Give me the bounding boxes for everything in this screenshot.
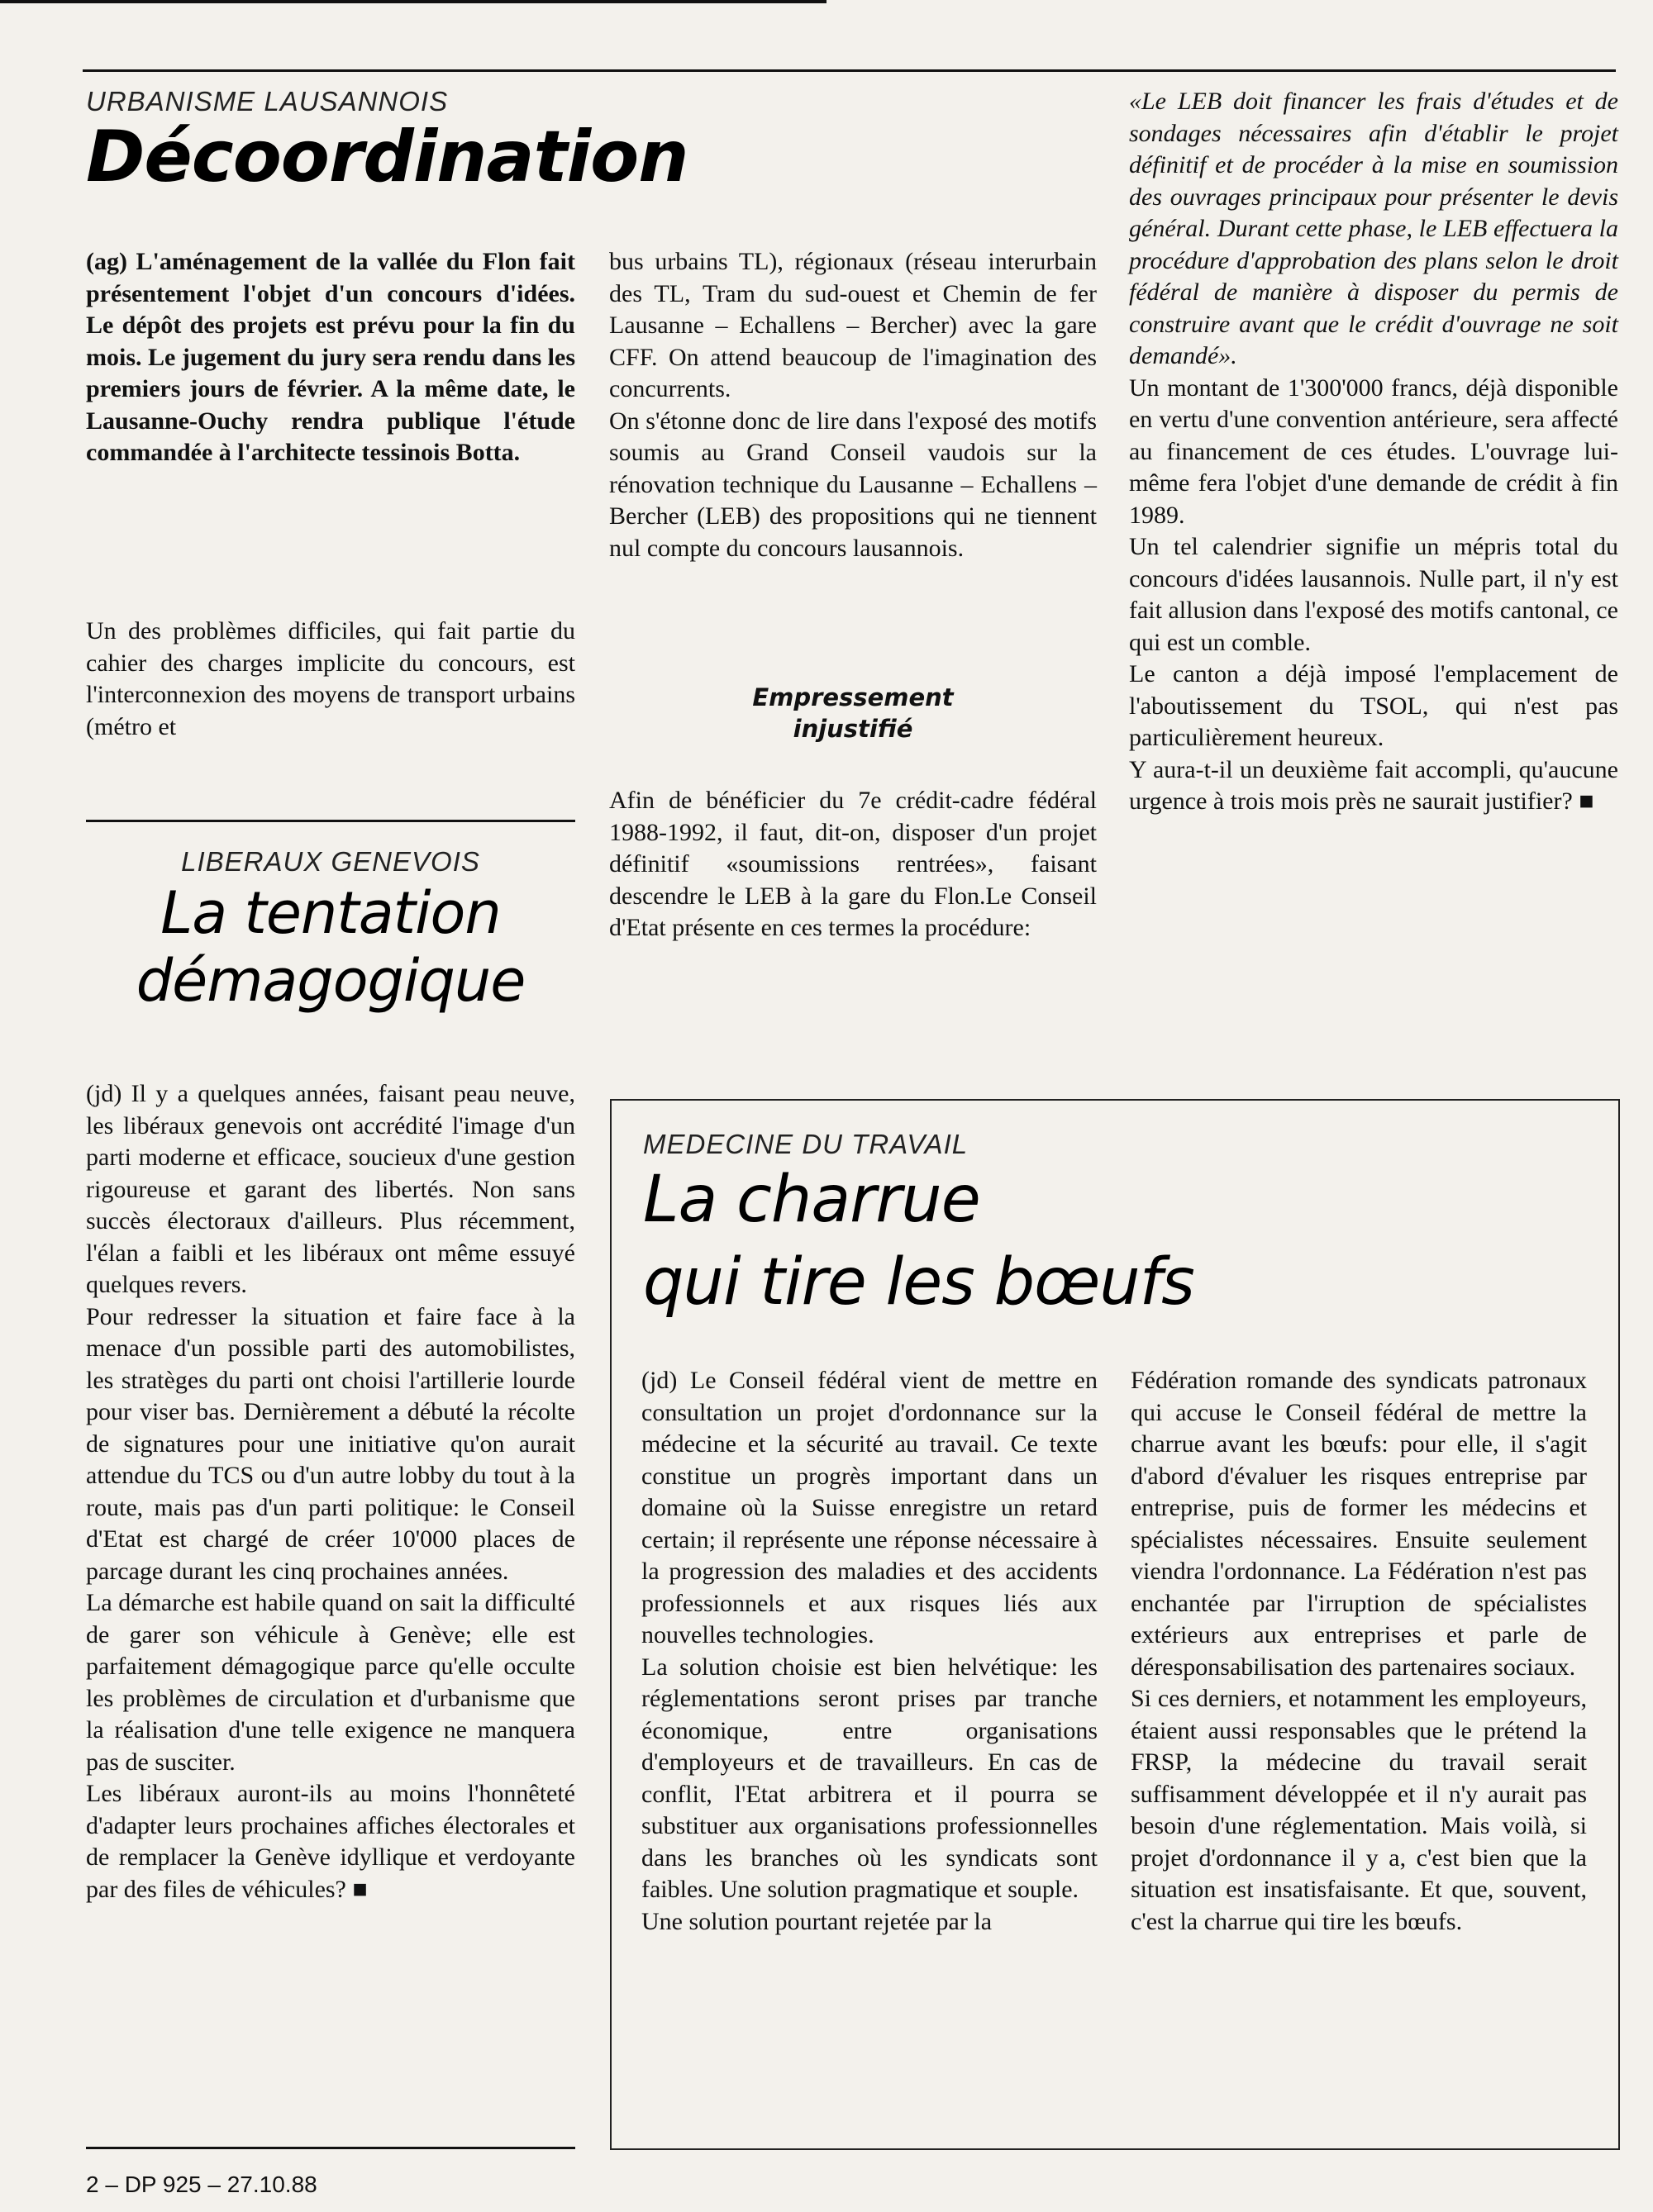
article1-lead [86, 246, 575, 469]
article3-col2 [1131, 1365, 1587, 1938]
article3-c1-p2: La solution choisie est bien helvétique: les réglementations seront prises par tranche économique, entre organisations d'employeurs et de travailleurs. En cas de conflit, l'Etat arbitrera et il pourra se substituer aux organisations professionnelles dans les branches où les syndicats sont faibles. Une solution pragmatique et souple. [641, 1653, 1098, 1903]
article3-headline [643, 1158, 1194, 1324]
article1-col3-p2: Un tel calendrier signifie un mépris total du concours d'idées lausannois. Nulle part, il n'y est fait allusion dans l'exposé des motifs cantonal, ce qui est un comble. [1129, 533, 1618, 656]
article1-col3-quote: «Le LEB doit financer les frais d'études et de sondages nécessaires afin d'établir le projet définitif et de procéder à la mise en soumission des ouvrages principaux pour présenter le devis général. Durant cette phase, le LEB effectuera la procédure d'approbation des plans selon le droit fédéral de manière à disposer du permis de construire avant que le crédit d'ouvrage ne soit demandé». [1129, 88, 1618, 369]
article3-c1-p1: (jd) Le Conseil fédéral vient de mettre en consultation un projet d'ordonnance sur la médecine et la sécurité au travail. Ce texte constitue un progrès important dans un domaine où la Suisse enregistre un retard certain; il représente une réponse nécessaire à la progression des maladies et des accidents professionnels et aux risques liés aux nouvelles technologies. [641, 1367, 1098, 1648]
article3-c2-p2: Si ces derniers, et notamment les employeurs, étaient aussi responsables que le prétend la FRSP, la médecine du travail serait suffisamment développée et il n'y aurait pas besoin d'une réglementation. Mais voilà, si projet d'ordonnance il y a, c'est bien que la situation est insatisfaisante. Et que, souvent, c'est la charrue qui tire les bœufs. [1131, 1685, 1587, 1935]
article1-col3-p1: Un montant de 1'300'000 francs, déjà disponible en vertu d'une convention antérieure, sera affecté au financement de ces études. L'ouvrage lui-même fera l'objet d'une demande de crédit à fin 1989. [1129, 373, 1618, 529]
article2-p1: (jd) Il y a quelques années, faisant peau neuve, les libéraux genevois ont accrédité l'image d'un parti moderne et efficace, soucieux d'une gestion rigoureuse et garant des libertés. Non sans succès électoraux d'ailleurs. Plus récemment, l'élan a faibli et les libéraux ont même essuyé quelques revers. [86, 1080, 575, 1298]
article1-col3-p3: Le canton a déjà imposé l'emplacement de l'aboutissement du TSOL, qui n'est pas particulièrement heureux. [1129, 660, 1618, 751]
article1-col1-p1: Un des problèmes difficiles, qui fait partie du cahier des charges implicite du concours, est l'interconnexion des moyens de transport urbains (métro et [86, 617, 575, 740]
article1-col1 [86, 616, 575, 743]
article1-lead-text: (ag) L'aménagement de la vallée du Flon fait présentement l'objet d'un concours d'idées. Le dépôt des projets est prévu pour la fin du mois. Le jugement du jury sera rendu dans les premiers jours de février. A la même date, le Lausanne-Ouchy rendra publique l'étude commandée à l'architecte tessinois Botta. [86, 248, 575, 466]
article1-subhead [609, 682, 1097, 744]
article1-col2-b [609, 785, 1097, 944]
article2-bottom-rule [86, 2147, 575, 2149]
article2-p3: La démarche est habile quand on sait la difficulté de garer son véhicule à Genève; elle est parfaitement démagogique parce qu'elle occulte les problèmes de circulation et d'urbanisme que la réalisation d'une telle exigence ne manquera pas de susciter. [86, 1589, 575, 1776]
article1-col3 [1129, 86, 1618, 818]
article2-body [86, 1078, 575, 1905]
article1-subhead-line1: Empressement [752, 683, 954, 711]
top-edge-line [0, 0, 826, 3]
article2-kicker: LIBERAUX GENEVOIS [181, 846, 480, 877]
article3-c1-p3: Une solution pourtant rejetée par la [641, 1907, 993, 1935]
article1-col3-p4: Y aura-t-il un deuxième fait accompli, qu'aucune urgence à trois mois près ne saurait justifier? ■ [1129, 755, 1618, 815]
article1-col2-p1: bus urbains TL), régionaux (réseau interurbain des TL, Tram du sud-ouest et Chemin de fer Lausanne – Echallens – Bercher) avec la gare CFF. On attend beaucoup de l'imagination des concurrents. [609, 248, 1097, 402]
article3-headline-line2: qui tire les bœufs [643, 1245, 1194, 1320]
article2-headline-line2: démagogique [136, 947, 526, 1015]
article2-p2: Pour redresser la situation et faire face à la menace d'un possible parti des automobilistes, les stratèges du parti ont choisi l'artillerie lourde pour viser bas. Dernièrement a débuté la récolte de signatures pour une initiative qu'on aurait attendue du TCS ou d'un autre lobby du tout à la route, mais pas d'un parti politique: le Conseil d'Etat est chargé de créer 10'000 places de parcage durant les cinq prochaines années. [86, 1302, 575, 1585]
article2-top-rule [86, 820, 575, 822]
article1-kicker: URBANISME LAUSANNOIS [86, 86, 449, 117]
article1-headline: Décoordination [86, 116, 688, 198]
article2-headline [86, 879, 575, 1015]
article3-col1 [641, 1365, 1098, 1938]
article3-kicker: MEDECINE DU TRAVAIL [643, 1129, 969, 1159]
article2-headline-line1: La tentation [160, 879, 501, 947]
article2-p4: Les libéraux auront-ils au moins l'honnêteté d'adapter leurs prochaines affiches électorales et de remplacer la Genève idyllique et verdoyante par des files de véhicules? ■ [86, 1780, 575, 1903]
article1-col2-p3: Afin de bénéficier du 7e crédit-cadre fédéral 1988-1992, il faut, dit-on, disposer d'un projet définitif «soumissions rentrées», faisant descendre le LEB à la gare du Flon.Le Conseil d'Etat présente en ces termes la procédure: [609, 787, 1097, 941]
article1-subhead-line2: injustifié [793, 715, 913, 743]
article1-col2 [609, 246, 1097, 564]
article3-headline-line1: La charrue [643, 1163, 980, 1237]
article1-top-rule [83, 69, 1616, 72]
article3-c2-p1: Fédération romande des syndicats patronaux qui accuse le Conseil fédéral de mettre la charrue avant les bœufs: pour elle, il s'agit d'abord d'évaluer les risques entreprise par entreprise, puis de former les médecins et spécialistes nécessaires. Ensuite seulement viendra l'ordonnance. La Fédération n'est pas enchantée par l'irruption de spécialistes extérieurs aux entreprises et parle de déresponsabilisation des partenaires sociaux. [1131, 1367, 1587, 1681]
page-footer: 2 – DP 925 – 27.10.88 [86, 2172, 317, 2197]
article1-col2-p2: On s'étonne donc de lire dans l'exposé des motifs soumis au Grand Conseil vaudois sur la rénovation technique du Lausanne – Echallens – Bercher (LEB) des propositions qui ne tiennent nul compte du concours lausannois. [609, 407, 1097, 562]
